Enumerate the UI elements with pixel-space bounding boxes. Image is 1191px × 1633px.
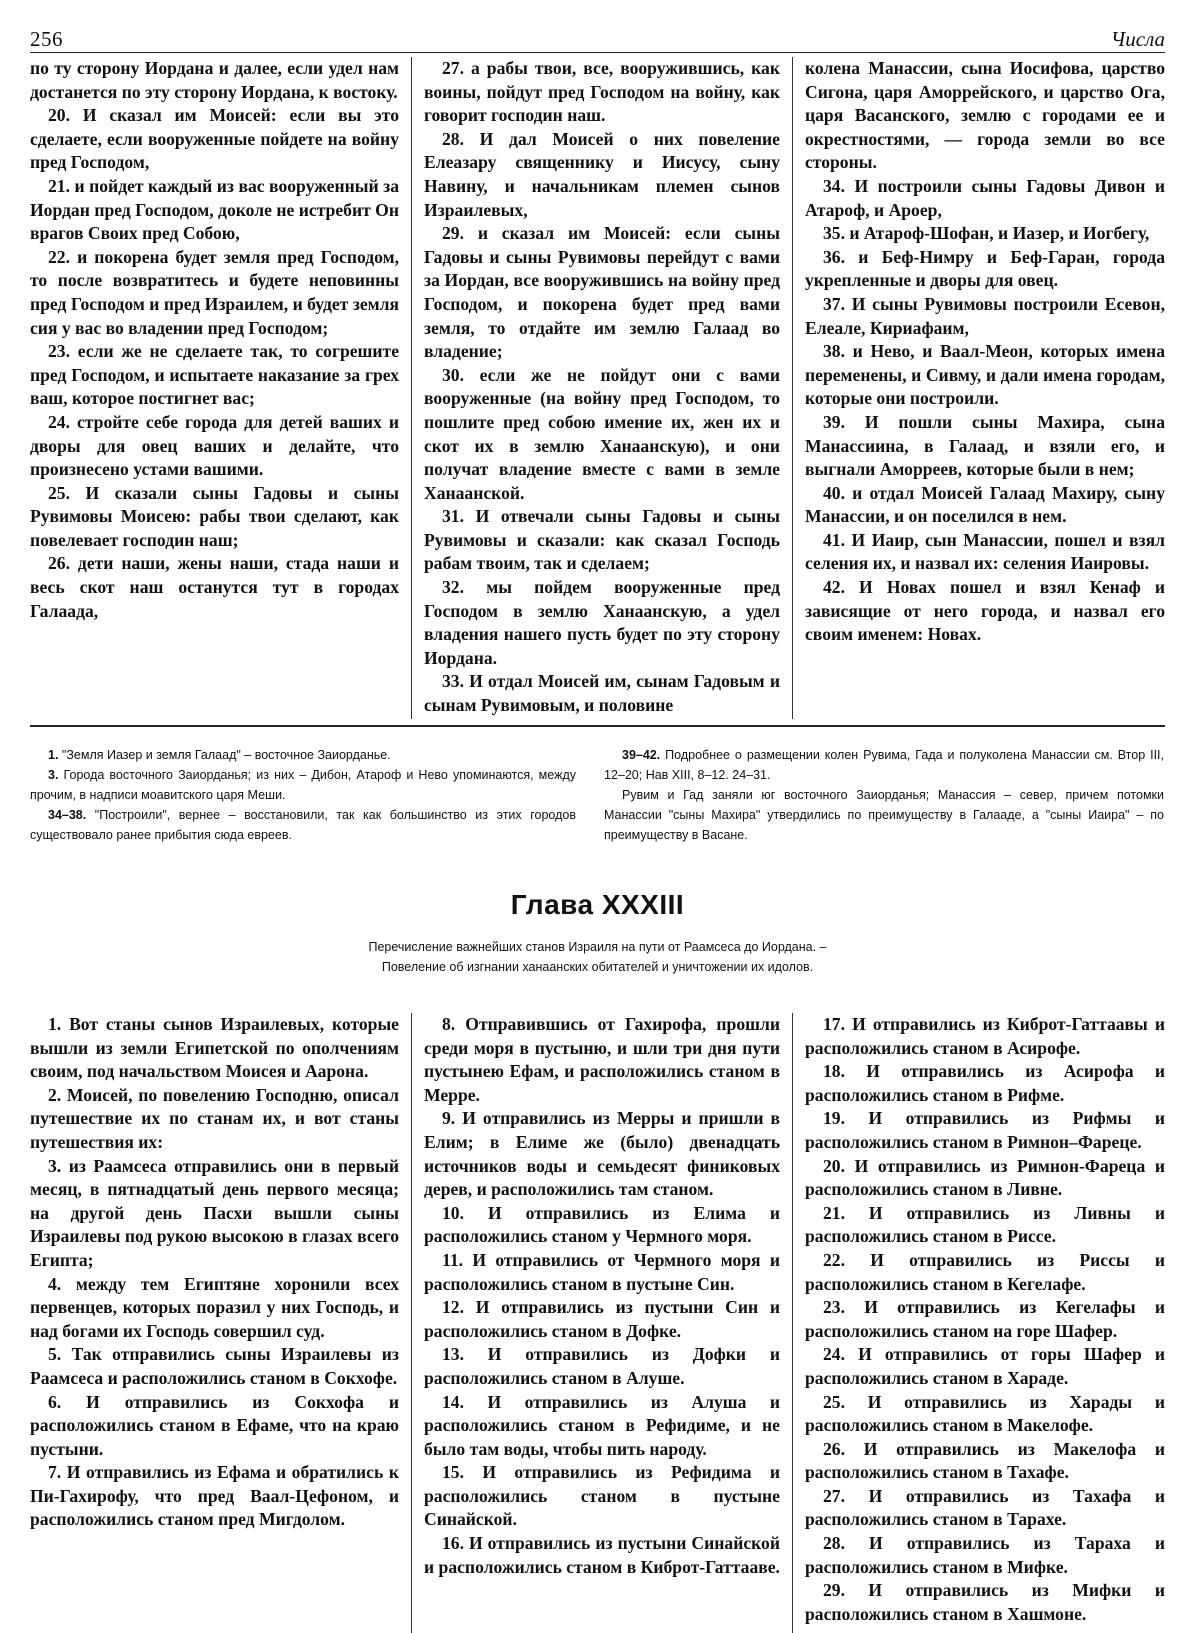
text-column-3	[792, 1013, 1165, 1633]
text-column-2	[411, 1013, 792, 1633]
verse-paragraph: 21. И отправились из Ливны и расположились станом в Риссе.	[805, 1202, 1165, 1247]
verse-paragraph: 5. Так отправились сыны Израилевы из Раамсеса и расположились станом в Сокхофе.	[30, 1344, 399, 1388]
verse-paragraph: 39. И пошли сыны Махира, сына Манассиина, в Галаад, и взяли его, и выгнали Аморреев, которые были в нем;	[805, 411, 1165, 480]
verse-paragraph: 23. если же не сделаете так, то согрешите пред Господом, и испытаете наказание за грех ваш, которое постигнет вас;	[30, 341, 399, 409]
page-number: 256	[30, 27, 63, 51]
verse-paragraph: 29. И отправились из Мифки и расположились станом в Хашмоне.	[805, 1580, 1165, 1624]
note-text: Города восточного Заиорданья; из них – Дибон, Атароф и Нево упоминаются, между прочим, в надписи моавитского царя Меши.	[30, 768, 576, 802]
verse-paragraph: 7. И отправились из Ефама и обратились к Пи-Гахирофу, что пред Ваал-Цефоном, и расположились станом пред Мигдолом.	[30, 1462, 399, 1530]
verse-paragraph: 11. И отправились от Чермного моря и расположились станом в пустыне Син.	[424, 1249, 780, 1294]
verse-paragraph: 38. и Нево, и Ваал-Меон, которых имена переменены, и Сивму, и дали имена городам, которые они построили.	[805, 341, 1165, 409]
footnote-divider	[30, 725, 1165, 727]
verse-paragraph: 13. И отправились из Дофки и расположились станом в Алуше.	[424, 1344, 780, 1388]
verse-paragraph: 26. дети наши, жены наши, стада наши и весь скот наш останутся тут в городах Галаада,	[30, 553, 399, 621]
commentary-note	[604, 745, 1164, 785]
verse-paragraph: 23. И отправились из Кегелафы и расположились станом на горе Шафер.	[805, 1297, 1165, 1341]
verse-paragraph: 30. если же не пойдут они с вами вооруженные (на войну пред Господом, то пошлите пред собою имение их, жен их и скот их в землю Ханаанскую), и они получат владение вместе с вами в земле Ханаанской.	[424, 364, 780, 503]
verse-paragraph: 9. И отправились из Мерры и пришли в Елим; в Елиме же (было) двенадцать источников воды и семьдесят финиковых дерев, и расположились там станом.	[424, 1108, 780, 1200]
page-header	[30, 22, 1165, 53]
verse-paragraph: 22. И отправились из Риссы и расположились станом в Кегелафе.	[805, 1249, 1165, 1294]
notes-column-right	[604, 745, 1164, 845]
verse-paragraph: 14. И отправились из Алуша и расположились станом в Рефидиме, и не было там воды, чтобы пить народу.	[424, 1391, 780, 1459]
verse-paragraph: 35. и Атароф-Шофан, и Иазер, и Иогбегу,	[823, 223, 1150, 244]
verse-paragraph: 4. между тем Египтяне хоронили всех первенцев, которых поразил у них Господь, и над богами их Господь совершил суд.	[30, 1273, 399, 1341]
verse-paragraph: 15. И отправились из Рефидима и расположились станом в пустыне Синайской.	[424, 1462, 780, 1530]
note-text: Подробнее о размещении колен Рувима, Гада и полуколена Манассии см. Втор III, 12–20; Нав XIII, 8–12. 24–31.	[604, 748, 1164, 782]
top-text-columns	[30, 57, 1165, 719]
verse-paragraph: 16. И отправились из пустыни Синайской и расположились станом в Киброт-Гаттааве.	[424, 1533, 780, 1577]
verse-paragraph: по ту сторону Иордана и далее, если удел нам достанется по эту сторону Иордана, к востоку.	[30, 58, 399, 102]
verse-paragraph: 25. И сказали сыны Гадовы и сыны Рувимовы Моисею: рабы твои сделают, как повелевает господин наш;	[30, 482, 399, 550]
verse-paragraph: 29. и сказал им Моисей: если сыны Гадовы и сыны Рувимовы перейдут с вами за Иордан, все вооружившись на войну пред Господом, и покорена будет пред вами земля, то отдайте им землю Галаад во владение;	[424, 223, 780, 362]
verse-paragraph: 22. и покорена будет земля пред Господом, то после возвратитесь и будете неповинны пред Господом и пред Израилем, и будет земля сия у вас во владении пред Господом;	[30, 246, 399, 338]
verse-paragraph: 25. И отправились из Харады и расположились станом в Макелофе.	[805, 1391, 1165, 1436]
notes-column-left	[30, 745, 576, 845]
verse-paragraph: 18. И отправились из Асирофа и расположились станом в Рифме.	[805, 1061, 1165, 1105]
commentary-note	[30, 745, 576, 765]
running-title: Числа	[1110, 27, 1165, 51]
verse-paragraph: 19. И отправились из Рифмы и расположились станом в Римнон–Фареце.	[805, 1108, 1165, 1152]
verse-paragraph: 42. И Новах пошел и взял Кенаф и зависящие от него города, и назвал его своим именем: Новах.	[805, 577, 1165, 645]
verse-paragraph: 27. а рабы твои, все, вооружившись, как воины, пойдут пред Господом на войну, как говорит господин наш.	[424, 58, 780, 126]
verse-paragraph: 31. И отвечали сыны Гадовы и сыны Рувимовы и сказали: как сказал Господь рабам твоим, так и сделаем;	[424, 506, 780, 574]
verse-paragraph: 20. И сказал им Моисей: если вы это сделаете, если вооруженные пойдете на войну пред Господом,	[30, 105, 399, 173]
note-text: Рувим и Гад заняли юг восточного Заиорданья; Манассия – север, причем потомки Манассии "сыны Махира" утвердились по преимуществу в Галааде, а "сыны Иаира" – по преимуществу в Васане.	[604, 788, 1164, 842]
note-text: "Земля Иазер и земля Галаад" – восточное Заиорданье.	[58, 748, 391, 762]
note-text: "Построили", вернее – восстановили, так как большинство из этих городов существовало ранее прибытия сюда евреев.	[30, 808, 576, 842]
text-column-2	[411, 57, 792, 719]
note-reference: 1.	[48, 748, 59, 762]
verse-paragraph: 40. и отдал Моисей Галаад Махиру, сыну Манассии, и он поселился в нем.	[805, 482, 1165, 527]
note-reference: 3.	[48, 768, 59, 782]
verse-paragraph: 6. И отправились из Сокхофа и расположились станом в Ефаме, что на краю пустыни.	[30, 1391, 399, 1459]
commentary-notes	[30, 745, 1165, 845]
commentary-note	[30, 765, 576, 805]
verse-paragraph: 10. И отправились из Елима и расположились станом у Чермного моря.	[424, 1202, 780, 1247]
note-reference: 34–38.	[48, 808, 87, 822]
verse-paragraph: 26. И отправились из Макелофа и расположились станом в Тахафе.	[805, 1438, 1165, 1483]
verse-paragraph: 28. И дал Моисей о них повеление Елеазару священнику и Иисусу, сыну Навину, и начальникам племен сынов Израилевых,	[424, 128, 780, 220]
verse-paragraph: 17. И отправились из Киброт-Гаттаавы и расположились станом в Асирофе.	[805, 1014, 1165, 1058]
verse-paragraph: колена Манассии, сына Иосифова, царство Сигона, царя Аморрейского, и царство Ога, царя Васанского, землю с городами ее и окрестностями, — города земли во все стороны.	[805, 58, 1165, 173]
verse-paragraph: 8. Отправившись от Гахирофа, прошли среди моря в пустыню, и шли три дня пути пустынею Ефам, и расположились станом в Мерре.	[424, 1014, 780, 1105]
document-page	[30, 22, 1165, 1633]
verse-paragraph: 33. И отдал Моисей им, сынам Гадовым и сынам Рувимовым, и половине	[424, 671, 780, 716]
verse-paragraph: 24. И отправились от горы Шафер и расположились станом в Хараде.	[805, 1344, 1165, 1388]
note-reference: 39–42.	[622, 748, 661, 762]
verse-paragraph: 12. И отправились из пустыни Син и расположились станом в Дофке.	[424, 1297, 780, 1341]
commentary-note	[604, 785, 1164, 845]
bottom-text-columns	[30, 1013, 1165, 1633]
verse-paragraph: 20. И отправились из Римнон-Фареца и расположились станом в Ливне.	[805, 1155, 1165, 1200]
text-column-3	[792, 57, 1165, 719]
commentary-note	[30, 805, 576, 845]
verse-paragraph: 41. И Иаир, сын Манассии, пошел и взял селения их, и назвал их: селения Иаировы.	[805, 529, 1165, 574]
chapter-title: Глава XXXIII	[510, 889, 685, 920]
verse-paragraph: 2. Моисей, по повелению Господню, описал путешествие их по станам их, и вот станы путешествия их:	[30, 1084, 399, 1152]
text-column-1	[30, 1013, 411, 1633]
verse-paragraph: 24. стройте себе города для детей ваших и дворы для овец ваших и делайте, что произнесено устами вашими.	[30, 411, 399, 480]
verse-paragraph: 34. И построили сыны Гадовы Дивон и Атароф, и Ароер,	[805, 175, 1165, 220]
chapter-summary-line: Повеление об изгнании ханаанских обитателей и уничтожении их идолов.	[381, 960, 814, 974]
chapter-summary	[30, 937, 1165, 977]
verse-paragraph: 3. из Раамсеса отправились они в первый месяц, в пятнадцатый день первого месяца; на другой день Пасхи вышли сыны Израилевы под рукою высокою в глазах всего Египта;	[30, 1155, 399, 1270]
verse-paragraph: 32. мы пойдем вооруженные пред Господом в землю Ханаанскую, а удел владения нашего пусть будет по эту сторону Иордана.	[424, 577, 780, 668]
chapter-summary-line: Перечисление важнейших станов Израиля на пути от Раамсеса до Иордана. –	[368, 940, 827, 954]
verse-paragraph: 1. Вот станы сынов Израилевых, которые вышли из земли Египетской по ополчениям своим, под начальством Моисея и Аарона.	[30, 1014, 399, 1082]
verse-paragraph: 37. И сыны Рувимовы построили Есевон, Елеале, Кириафаим,	[805, 293, 1165, 338]
verse-paragraph: 27. И отправились из Тахафа и расположились станом в Тарахе.	[805, 1485, 1165, 1530]
verse-paragraph: 36. и Беф-Нимру и Беф-Гаран, города укрепленные и дворы для овец.	[805, 246, 1165, 291]
text-column-1	[30, 57, 411, 719]
chapter-body	[30, 1013, 1165, 1633]
verse-paragraph: 28. И отправились из Тараха и расположились станом в Мифке.	[805, 1533, 1165, 1577]
verse-paragraph: 21. и пойдет каждый из вас вооруженный за Иордан пред Господом, доколе не истребит Он врагов Своих пред Собою,	[30, 175, 399, 244]
